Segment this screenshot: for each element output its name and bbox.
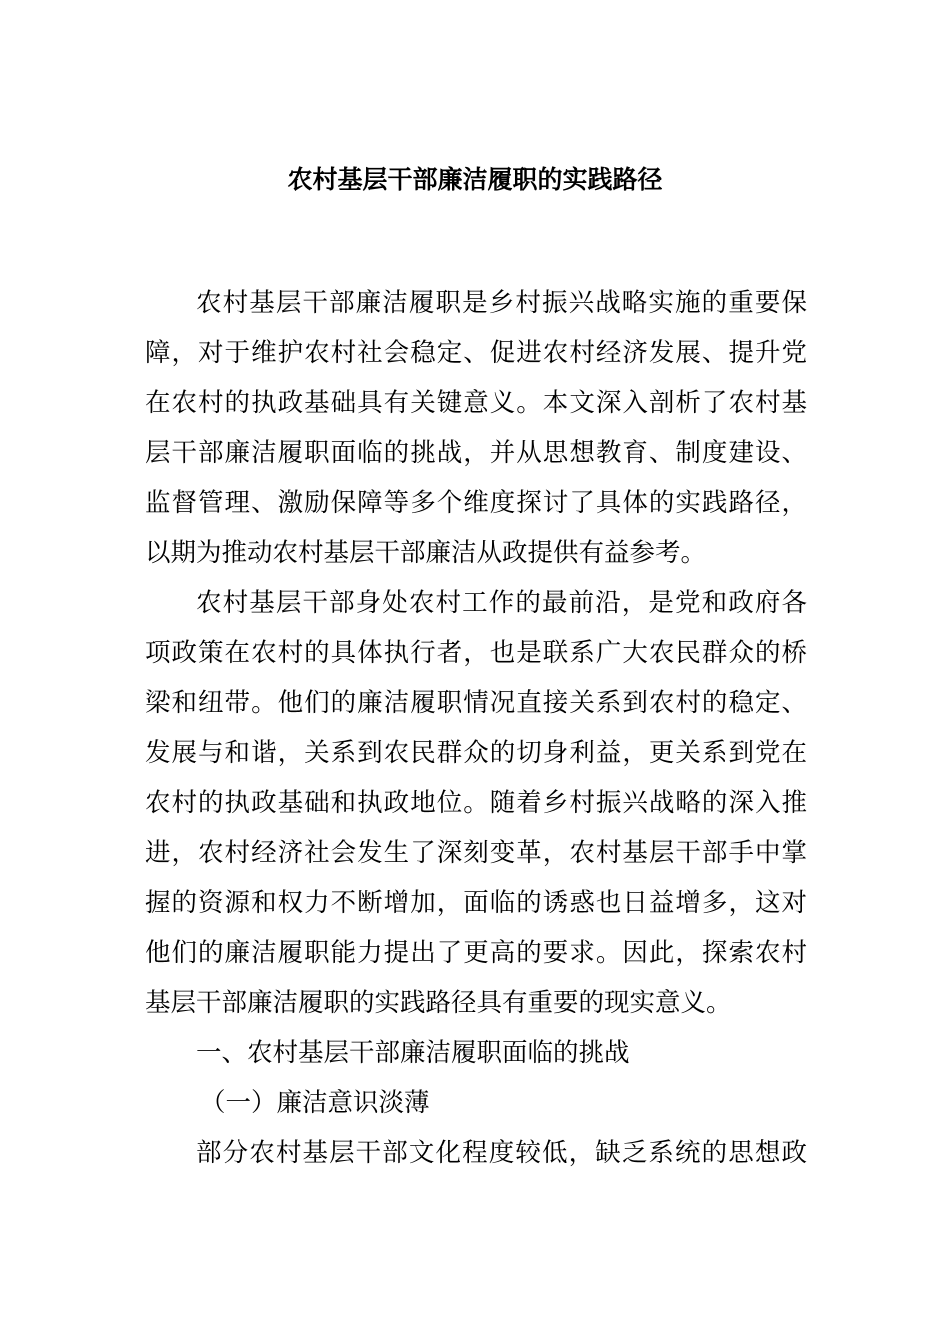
paragraph-line: 基层干部廉洁履职的实践路径具有重要的现实意义。 bbox=[145, 988, 732, 1018]
paragraph-line: 进，农村经济社会发生了深刻变革，农村基层干部手中掌 bbox=[145, 838, 807, 868]
paragraph-line: 障，对于维护农村社会稳定、促进农村经济发展、提升党 bbox=[145, 338, 807, 368]
paragraph-line: 农村的执政基础和执政地位。随着乡村振兴战略的深入推 bbox=[145, 788, 807, 818]
section-heading: 一、农村基层干部廉洁履职面临的挑战 bbox=[196, 1038, 630, 1068]
paragraph-line: 发展与和谐，关系到农民群众的切身利益，更关系到党在 bbox=[145, 738, 807, 768]
paragraph-line: 监督管理、激励保障等多个维度探讨了具体的实践路径， bbox=[145, 488, 807, 518]
paragraph-line: 层干部廉洁履职面临的挑战，并从思想教育、制度建设、 bbox=[145, 438, 807, 468]
paragraph-line: 在农村的执政基础具有关键意义。本文深入剖析了农村基 bbox=[145, 388, 807, 418]
paragraph-line: 项政策在农村的具体执行者，也是联系广大农民群众的桥 bbox=[145, 638, 807, 668]
paragraph-line: 他们的廉洁履职能力提出了更高的要求。因此，探索农村 bbox=[145, 938, 807, 968]
document-title: 农村基层干部廉洁履职的实践路径 bbox=[287, 165, 663, 194]
paragraph-line: 握的资源和权力不断增加，面临的诱惑也日益增多，这对 bbox=[145, 888, 807, 918]
paragraph-line: 梁和纽带。他们的廉洁履职情况直接关系到农村的稳定、 bbox=[145, 688, 807, 718]
document-body bbox=[145, 278, 807, 1178]
paragraph-line: 农村基层干部身处农村工作的最前沿，是党和政府各 bbox=[196, 588, 807, 618]
paragraph-line: 农村基层干部廉洁履职是乡村振兴战略实施的重要保 bbox=[196, 288, 807, 318]
paragraph-line: 以期为推动农村基层干部廉洁从政提供有益参考。 bbox=[145, 538, 707, 568]
paragraph-line: 部分农村基层干部文化程度较低，缺乏系统的思想政 bbox=[196, 1138, 807, 1168]
subsection-heading: （一）廉洁意识淡薄 bbox=[200, 1088, 430, 1118]
